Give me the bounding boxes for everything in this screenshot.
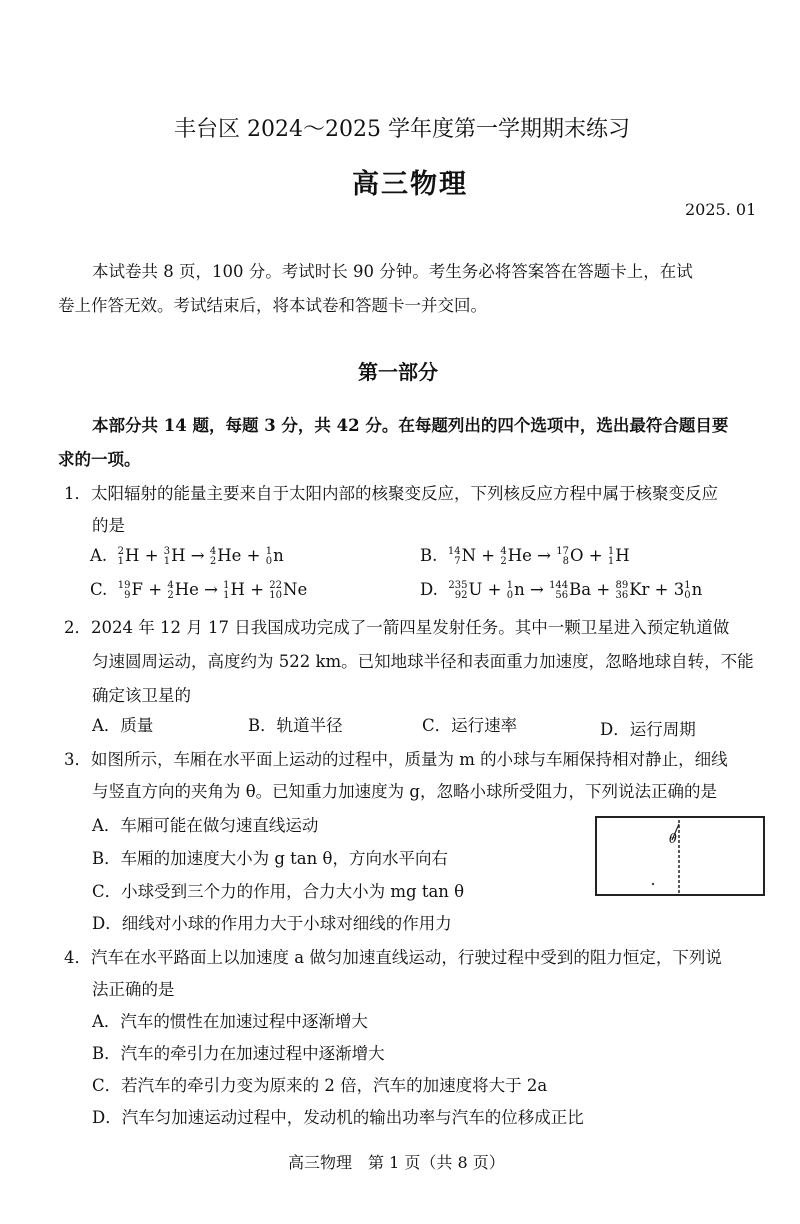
part1-intro-line-2: 求的一项。: [58, 450, 141, 469]
q1-option-d-label: D.: [420, 580, 438, 599]
q2-stem-line-2: 匀速圆周运动，高度约为 522 km。已知地球半径和表面重力加速度，忽略地球自转，不能: [92, 652, 754, 671]
q1-option-a: A. 2 1 H + 3 1 H → 4 2 He + 1 0 n: [90, 545, 284, 567]
exam-title: 丰台区 2024～2025 学年度第一学期期末练习: [174, 117, 630, 142]
page-footer: 高三物理 第 1 页（共 8 页）: [288, 1153, 505, 1172]
instructions-line-2: 卷上作答无效。考试结束后，将本试卷和答题卡一并交回。: [58, 296, 487, 315]
q2-option-b: B．轨道半径: [248, 716, 343, 735]
q1-option-c: C. 19 9 F + 4 2 He → 1 1 H + 22 10 Ne: [90, 579, 308, 601]
q2-option-c: C．运行速率: [422, 716, 518, 735]
q4-option-c: C．若汽车的牵引力变为原来的 2 倍，汽车的加速度将大于 2a: [92, 1076, 548, 1095]
q3-stem-line-2: 与竖直方向的夹角为 θ。已知重力加速度为 g，忽略小球所受阻力，下列说法正确的是: [92, 782, 717, 801]
q2-option-a: A．质量: [92, 716, 154, 735]
q1-option-a-label: A.: [90, 546, 108, 565]
q4-option-a: A．汽车的惯性在加速过程中逐渐增大: [92, 1012, 368, 1031]
q2-option-d: D．运行周期: [600, 720, 696, 739]
q3-option-d: D．细线对小球的作用力大于小球对细线的作用力: [92, 914, 452, 933]
carriage-figure: [595, 816, 765, 896]
instructions-line-1: 本试卷共 8 页，100 分。考试时长 90 分钟。考生务必将答案答在答题卡上，在试: [92, 262, 693, 281]
q4-option-b: B．汽车的牵引力在加速过程中逐渐增大: [92, 1044, 385, 1063]
q3-option-b: B．车厢的加速度大小为 g tan θ，方向水平向右: [92, 849, 448, 868]
q4-option-d: D．汽车匀加速运动过程中，发动机的输出功率与汽车的位移成正比: [92, 1108, 584, 1127]
exam-date: 2025. 01: [685, 200, 757, 219]
mark-dot: [652, 883, 654, 885]
q2-stem-line-1: 2．2024 年 12 月 17 日我国成功完成了一箭四星发射任务。其中一颗卫星进入预定轨道做: [64, 618, 730, 637]
q1-option-b-label: B.: [420, 546, 438, 565]
q1-stem-line-1: 1．太阳辐射的能量主要来自于太阳内部的核聚变反应，下列核反应方程中属于核聚变反应: [64, 484, 718, 503]
isotope-h3: 3 1: [163, 545, 171, 567]
q2-stem-line-3: 确定该卫星的: [92, 686, 191, 705]
q1-option-d: D. 235 92 U + 1 0 n → 144 56 Ba + 89 36 Kr + 3 1 0 n: [420, 579, 703, 601]
isotope-h2: 2 1: [117, 545, 125, 567]
q1-stem-line-2: 的是: [92, 516, 125, 535]
q1-option-b: B. 14 7 N + 4 2 He → 17 8 O + 1 1 H: [420, 545, 630, 567]
part1-heading: 第一部分: [358, 360, 438, 384]
carriage-diagram: [597, 818, 763, 894]
q1-option-c-label: C.: [90, 580, 108, 599]
q4-stem-line-1: 4．汽车在水平路面上以加速度 a 做匀加速直线运动，行驶过程中受到的阻力恒定，下列说: [64, 948, 722, 967]
subject-title: 高三物理: [352, 169, 468, 200]
q4-stem-line-2: 法正确的是: [92, 980, 175, 999]
part1-intro-line-1: 本部分共 14 题，每题 3 分，共 42 分。在每题列出的四个选项中，选出最符合题目要: [92, 416, 729, 435]
q3-stem-line-1: 3．如图所示，车厢在水平面上运动的过程中，质量为 m 的小球与车厢保持相对静止，细线: [64, 750, 728, 769]
q3-option-a: A．车厢可能在做匀速直线运动: [92, 816, 319, 835]
isotope-he4: 4 2: [209, 545, 217, 567]
theta-label: θ: [669, 832, 677, 847]
q3-option-c: C．小球受到三个力的作用，合力大小为 mg tan θ: [92, 882, 465, 901]
isotope-n1: 1 0: [265, 545, 273, 567]
